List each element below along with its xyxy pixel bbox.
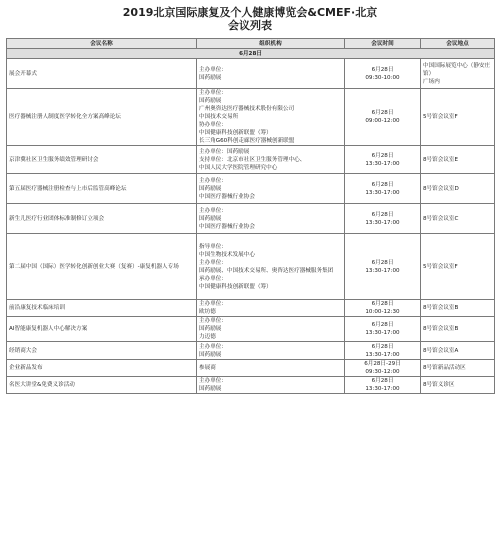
meeting-name: 医疗器械注册人制度医学转化全方案高峰论坛 bbox=[7, 89, 197, 146]
meeting-name: 经销商大会 bbox=[7, 342, 197, 360]
meeting-time-line: 09:30-10:00 bbox=[365, 74, 400, 81]
organizer-line: 主办单位： bbox=[199, 177, 227, 184]
meeting-time-line: 6月28日 bbox=[371, 301, 394, 307]
table-row bbox=[7, 377, 495, 394]
organizer-line: 主办单位： bbox=[199, 343, 227, 350]
organizer-line: 国药励展 bbox=[199, 351, 222, 358]
meeting-place-line: 5号馆会议室F bbox=[423, 263, 458, 270]
organizer bbox=[197, 342, 345, 360]
meeting-time bbox=[345, 300, 421, 317]
meeting-time-line: 6月28日 bbox=[371, 211, 394, 218]
meeting-time bbox=[345, 89, 421, 146]
meeting-place bbox=[421, 89, 495, 146]
meeting-place-line: 8号馆会议室E bbox=[423, 156, 459, 163]
organizer bbox=[197, 317, 345, 342]
meeting-place-line: 8号馆会议室A bbox=[423, 347, 459, 354]
meeting-name: 第五届医疗器械注册检查与上市后监管高峰论坛 bbox=[7, 174, 197, 204]
organizer-line: 支持单位：北京市社区卫生服务管理中心、 bbox=[199, 156, 306, 163]
organizer-line: 主办单位： bbox=[199, 207, 227, 214]
meeting-name: 前沿康复技术临床培训 bbox=[7, 300, 197, 317]
table-row bbox=[7, 204, 495, 234]
organizer-line: 中国健康科技创新联盟（筹） bbox=[199, 283, 272, 290]
meeting-time bbox=[345, 342, 421, 360]
meeting-name: 第二届中国（国际）医学转化创新创业大赛（复赛）-康复机器人专场 bbox=[7, 234, 197, 300]
header-org: 组织机构 bbox=[197, 39, 345, 49]
table-row bbox=[7, 317, 495, 342]
header-name: 会议名称 bbox=[7, 39, 197, 49]
table-row bbox=[7, 234, 495, 300]
meeting-time-line: 13:30-17:00 bbox=[365, 330, 400, 336]
organizer bbox=[197, 174, 345, 204]
organizer-line: 国药励展 bbox=[199, 326, 222, 332]
meeting-time-line: 10:00-12:30 bbox=[365, 309, 400, 315]
organizer-line: 中国人民大学医院管理研究中心 bbox=[199, 164, 278, 171]
meeting-time-line: 13:30-17:00 bbox=[365, 189, 400, 196]
meeting-time bbox=[345, 204, 421, 234]
organizer-line: 主办单位： bbox=[199, 259, 227, 266]
meeting-place-line: 8号馆义诊区 bbox=[423, 382, 455, 388]
meeting-time bbox=[345, 317, 421, 342]
meeting-name: 新生儿医疗行业团体标准制修订立项会 bbox=[7, 204, 197, 234]
meeting-place bbox=[421, 342, 495, 360]
meeting-time bbox=[345, 377, 421, 394]
meeting-time-line: 6月28日 bbox=[371, 110, 394, 116]
organizer bbox=[197, 89, 345, 146]
date-cell: 6月28日 bbox=[7, 49, 495, 59]
meeting-time-line: 6月28日 bbox=[371, 181, 394, 188]
meeting-place bbox=[421, 234, 495, 300]
meeting-time-line: 6月28日 bbox=[371, 259, 394, 266]
meeting-name: 京津冀社区卫生服务绩效管理研讨会 bbox=[7, 146, 197, 174]
table-row bbox=[7, 59, 495, 89]
organizer-line: 国药励展 bbox=[199, 185, 222, 192]
meeting-time-line: 13:30-17:00 bbox=[365, 386, 400, 392]
date-row bbox=[7, 49, 495, 59]
organizer-line: 指导单位： bbox=[199, 243, 227, 250]
organizer-line: 力迈德 bbox=[199, 334, 216, 340]
organizer-line: 主办单位： bbox=[199, 378, 227, 384]
meeting-place-line: 中国国际展览中心（静安庄馆） bbox=[423, 62, 491, 77]
meeting-place-line: 8号馆会议室B bbox=[423, 305, 459, 311]
organizer-line: 协办单位： bbox=[199, 122, 227, 128]
document-subtitle: 会议列表 bbox=[228, 19, 272, 32]
organizer bbox=[197, 204, 345, 234]
organizer-line: 中国生物技术发展中心 bbox=[199, 251, 255, 258]
meeting-place-line: 8号馆会议室B bbox=[423, 326, 459, 332]
meeting-time-line: 6月28日 bbox=[371, 378, 394, 384]
meeting-place-line: 广场内 bbox=[423, 78, 440, 85]
meeting-place bbox=[421, 360, 495, 377]
organizer-line: 广州奥咨达医疗器械技术股份有限公司 bbox=[199, 106, 295, 112]
meeting-time bbox=[345, 59, 421, 89]
meeting-time bbox=[345, 174, 421, 204]
meeting-time-line: 13:30-17:00 bbox=[365, 351, 400, 358]
header-place: 会议地点 bbox=[421, 39, 495, 49]
meeting-time-line: 09:30-12:00 bbox=[365, 369, 400, 375]
meeting-name: 企业新品发布 bbox=[7, 360, 197, 377]
meeting-time bbox=[345, 234, 421, 300]
meeting-place bbox=[421, 59, 495, 89]
meeting-name: 展会开幕式 bbox=[7, 59, 197, 89]
table-row bbox=[7, 342, 495, 360]
organizer-line: 中国医疗器械行业协会 bbox=[199, 193, 255, 200]
meeting-time-line: 13:30-17:00 bbox=[365, 160, 400, 167]
meeting-time-line: 6月28日 bbox=[371, 322, 394, 328]
meeting-time bbox=[345, 360, 421, 377]
organizer bbox=[197, 360, 345, 377]
organizer-line: 中国健康科技创新联盟（筹） bbox=[199, 130, 272, 136]
organizer-line: 主办单位： bbox=[199, 90, 227, 96]
organizer bbox=[197, 59, 345, 89]
organizer-line: 长三角G60科创走廊医疗器械创新联盟 bbox=[199, 138, 295, 144]
organizer-line: 主办单位： bbox=[199, 301, 227, 307]
organizer-line: 国药励展 bbox=[199, 98, 222, 104]
organizer-line: 主办单位： bbox=[199, 66, 227, 73]
meeting-time-line: 6月28日 bbox=[371, 66, 394, 73]
meeting-place bbox=[421, 377, 495, 394]
meeting-time-line: 6月28日 bbox=[371, 152, 394, 159]
meeting-name: 名医大讲堂&免费义诊活动 bbox=[7, 377, 197, 394]
meeting-place-line: 8号馆新品活动区 bbox=[423, 365, 466, 371]
meeting-table bbox=[6, 38, 495, 394]
meeting-name: AI智能康复机器人中心解决方案 bbox=[7, 317, 197, 342]
table-header-row bbox=[7, 39, 495, 49]
meeting-place bbox=[421, 204, 495, 234]
organizer-line: 国药励展 bbox=[199, 215, 222, 222]
meeting-place bbox=[421, 317, 495, 342]
header-time: 会议时间 bbox=[345, 39, 421, 49]
organizer-line: 国药励展 bbox=[199, 386, 222, 392]
table-row bbox=[7, 146, 495, 174]
organizer-line: 承办单位： bbox=[199, 275, 227, 282]
organizer-line: 主办单位： bbox=[199, 318, 227, 324]
organizer-line: 主办单位：国药励展 bbox=[199, 148, 250, 155]
table-row bbox=[7, 300, 495, 317]
table-row bbox=[7, 360, 495, 377]
table-row bbox=[7, 174, 495, 204]
organizer-line: 国药励展 bbox=[199, 74, 222, 81]
organizer-line: 中国技术交易所 bbox=[199, 114, 239, 120]
organizer-line: 欧坊德 bbox=[199, 309, 216, 315]
organizer-line: 中国医疗器械行业协会 bbox=[199, 223, 255, 230]
organizer bbox=[197, 234, 345, 300]
table-row bbox=[7, 89, 495, 146]
organizer bbox=[197, 146, 345, 174]
organizer bbox=[197, 377, 345, 394]
meeting-place-line: 8号馆会议室D bbox=[423, 185, 459, 192]
meeting-time-line: 09:00-12:00 bbox=[365, 118, 400, 124]
meeting-time bbox=[345, 146, 421, 174]
meeting-time-line: 13:30-17:00 bbox=[365, 219, 400, 226]
meeting-place bbox=[421, 174, 495, 204]
document-title: 2019北京国际康复及个人健康博览会&CMEF·北京 bbox=[122, 6, 378, 19]
organizer bbox=[197, 300, 345, 317]
meeting-place bbox=[421, 300, 495, 317]
meeting-place-line: 8号馆会议室C bbox=[423, 215, 459, 222]
meeting-place bbox=[421, 146, 495, 174]
meeting-place-line: 5号馆会议室F bbox=[423, 114, 458, 120]
organizer-line: 参展商 bbox=[199, 365, 216, 371]
meeting-time-line: 6月28日-29日 bbox=[364, 361, 401, 367]
meeting-time-line: 13:30-17:00 bbox=[365, 267, 400, 274]
meeting-time-line: 6月28日 bbox=[371, 343, 394, 350]
organizer-line: 国药励展、中国技术交易所、奥咨达医疗器械服务集团 bbox=[199, 267, 334, 274]
